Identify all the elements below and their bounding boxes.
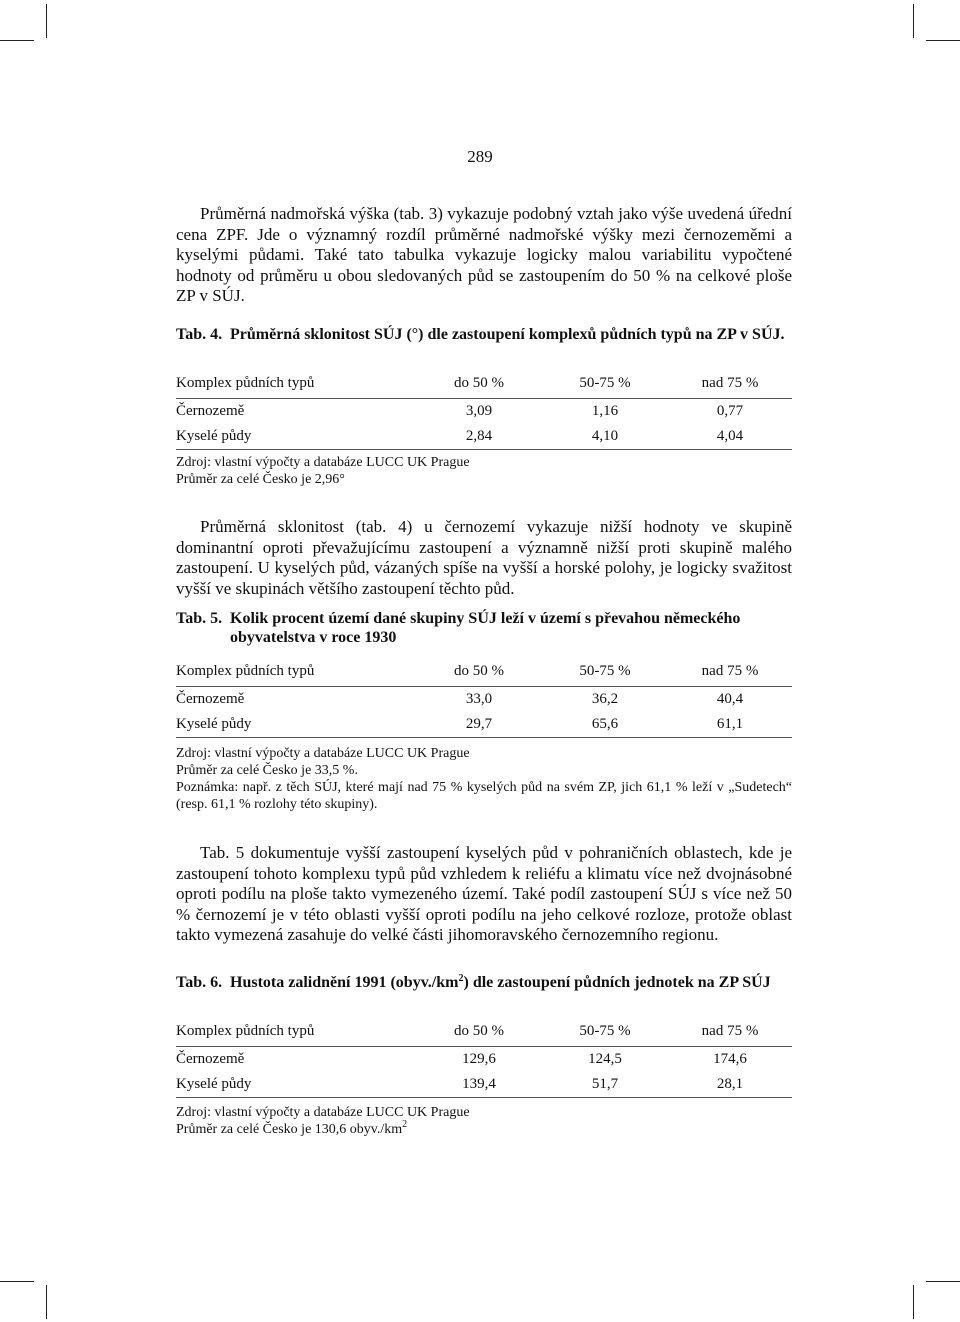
header-cell: 50-75 % xyxy=(542,656,668,687)
crop-mark xyxy=(46,1285,47,1319)
table-5-label: Tab. 5. xyxy=(176,610,223,627)
crop-mark xyxy=(926,40,960,41)
table-cell: 28,1 xyxy=(668,1072,792,1098)
table-4-block xyxy=(176,325,792,344)
table-average: Průměr za celé Česko je 33,5 %. xyxy=(176,763,358,778)
table-cell: 174,6 xyxy=(713,1051,747,1067)
header-cell: 50-75 % xyxy=(542,1016,668,1047)
table-6-container xyxy=(176,1016,792,1098)
paragraph-text: Průměrná nadmořská výška (tab. 3) vykazuje podobný vztah jako výše uvedená úřední cena ZPF. Jde o významný rozdíl průměrné nadmořské výšky mezi černozeměmi a kyselými půdami. Také tato tabulka vykazuje logicky malou variabilitu vypočtené hodnoty od průměru u obou sledovaných půd se zastoupením do 50 % na celkové ploše ZP v SÚJ. xyxy=(176,204,792,305)
table-cell: 33,0 xyxy=(465,691,493,707)
header-cell: nad 75 % xyxy=(668,368,792,399)
table-cell: Černozemě xyxy=(176,1051,245,1067)
table-cell: 1,16 xyxy=(591,403,619,419)
table-4-caption xyxy=(176,325,792,344)
table-cell: 36,2 xyxy=(591,691,619,707)
header-cell: nad 75 % xyxy=(668,656,792,687)
table-cell: Černozemě xyxy=(176,403,245,419)
table-cell: Kyselé půdy xyxy=(176,1072,416,1098)
table-5 xyxy=(176,656,792,738)
header-cell: do 50 % xyxy=(416,368,542,399)
crop-mark xyxy=(913,1285,914,1319)
table-cell: Kyselé půdy xyxy=(176,712,416,738)
table-4-notes xyxy=(176,454,792,488)
table-average: Průměr za celé Česko je 130,6 $obyv./km^2$ xyxy=(176,1119,408,1137)
table-row xyxy=(176,712,792,738)
table-average: Průměr za celé Česko je 2,96° xyxy=(176,472,345,487)
table-row xyxy=(176,1047,792,1073)
crop-mark xyxy=(0,1281,34,1282)
table-cell: 0,77 xyxy=(716,403,744,419)
table-5-title: Kolik procent území dané skupiny SÚJ leží v území s převahou německého obyvatelstva v roce 1930 xyxy=(230,610,741,646)
table-6-notes xyxy=(176,1104,792,1138)
table-cell: 129,6 xyxy=(462,1051,496,1067)
table-4-container xyxy=(176,368,792,450)
table-cell: 61,1 xyxy=(668,712,792,738)
table-cell: 4,04 xyxy=(668,424,792,450)
paragraph-text: Tab. 5 dokumentuje vyšší zastoupení kyselých půd v pohraničních oblastech, kde je zastoupení tohoto komplexu typů půd vzhledem k reliéfu a klimatu více než dvojnásobné oproti podílu na ploše takto vymezeného území. Také podíl zastoupení SÚJ s více než 50 % černozemí je v této oblasti vyšší oproti podílu na jeho celkové rozloze, protože oblast takto vymezená zasahuje do velké části jihomoravského černozemního regionu. xyxy=(176,843,792,944)
table-cell: 2,84 xyxy=(416,424,542,450)
table-source: Zdroj: vlastní výpočty a databáze LUCC UK Prague xyxy=(176,1105,470,1120)
table-cell: 29,7 xyxy=(416,712,542,738)
header-cell: nad 75 % xyxy=(668,1016,792,1047)
table-cell: 65,6 xyxy=(542,712,668,738)
header-cell: Komplex půdních typů xyxy=(176,656,416,687)
table-5-caption xyxy=(176,609,792,647)
page-number: 289 xyxy=(467,147,493,166)
crop-mark xyxy=(913,4,914,38)
table-4 xyxy=(176,368,792,450)
table-row xyxy=(176,687,792,713)
table-cell: Kyselé půdy xyxy=(176,424,416,450)
table-6-block xyxy=(176,973,792,992)
table-6-label: Tab. 6. xyxy=(176,974,223,991)
crop-mark xyxy=(0,40,34,41)
crop-mark xyxy=(926,1281,960,1282)
table-header-row xyxy=(176,368,792,399)
table-header-row xyxy=(176,656,792,687)
table-source: Zdroj: vlastní výpočty a databáze LUCC UK Prague xyxy=(176,746,470,761)
table-row xyxy=(176,1072,792,1098)
table-cell: 3,09 xyxy=(465,403,493,419)
table-4-title: Průměrná sklonitost SÚJ (°) dle zastoupení komplexů půdních typů na ZP v SÚJ. xyxy=(230,326,785,343)
table-cell: Černozemě xyxy=(176,691,245,707)
table-6-caption xyxy=(176,973,792,992)
header-cell: Komplex půdních typů xyxy=(176,1016,416,1047)
table-note: Poznámka: např. z těch SÚJ, které mají nad 75 % kyselých půd na svém ZP, jich 61,1 % leží v „Sudetech“ (resp. 61,1 % rozlohy této skupiny). xyxy=(176,780,792,812)
table-cell: 124,5 xyxy=(588,1051,622,1067)
table-row xyxy=(176,399,792,425)
table-5-notes xyxy=(176,745,792,813)
table-5-block xyxy=(176,609,792,647)
table-row xyxy=(176,424,792,450)
paragraph-slope xyxy=(176,517,792,599)
table-cell: 40,4 xyxy=(716,691,744,707)
header-cell: 50-75 % xyxy=(542,368,668,399)
table-6 xyxy=(176,1016,792,1098)
table-header-row xyxy=(176,1016,792,1047)
table-cell: 51,7 xyxy=(542,1072,668,1098)
paragraph-text: Průměrná sklonitost (tab. 4) u černozemí vykazuje nižší hodnoty ve skupině dominantní oproti převažujícímu zastoupení a významně nižší proti skupině malého zastoupení. U kyselých půd, vázaných spíše na vyšší a horské polohy, je logicky svažitost vyšší ve skupinách většího zastoupení těchto půd. xyxy=(176,517,792,598)
header-cell: Komplex půdních typů xyxy=(176,368,416,399)
table-4-label: Tab. 4. xyxy=(176,326,223,343)
table-cell: 4,10 xyxy=(542,424,668,450)
crop-mark xyxy=(46,4,47,38)
table-source: Zdroj: vlastní výpočty a databáze LUCC UK Prague xyxy=(176,455,470,470)
table-6-title: Hustota zalidnění 1991 $(obyv./km^2)$ dle zastoupení půdních jednotek na ZP SÚJ xyxy=(230,973,771,991)
header-cell: do 50 % xyxy=(416,656,542,687)
paragraph-altitude xyxy=(176,204,792,307)
paragraph-border-regions xyxy=(176,843,792,946)
header-cell: do 50 % xyxy=(416,1016,542,1047)
table-cell: 139,4 xyxy=(416,1072,542,1098)
table-5-container xyxy=(176,656,792,738)
